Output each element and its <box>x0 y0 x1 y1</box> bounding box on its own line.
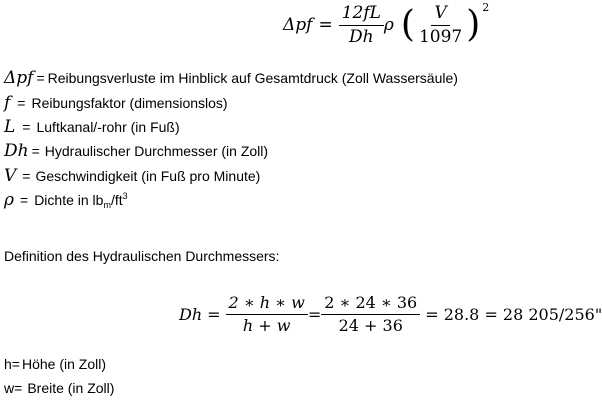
density-text-prefix: Dichte in lb <box>34 191 104 208</box>
definition-row <box>4 66 458 90</box>
formula-numerator: 12fL <box>339 4 384 26</box>
variable-text: Höhe (in Zoll) <box>21 356 107 372</box>
definition-row <box>4 164 458 188</box>
definition-text: Geschwindigkeit (in Fuß pro Minute) <box>35 167 261 184</box>
density-definition-text <box>34 191 127 210</box>
variable-symbol: h <box>4 356 12 372</box>
definition-equals: = <box>20 192 29 209</box>
section-heading: Definition des Hydraulischen Durchmessers: <box>4 248 280 264</box>
density-text-mid: /ft <box>110 191 123 208</box>
formula-exponent: 2 <box>482 0 490 14</box>
variable-equals: = <box>14 380 23 396</box>
definition-text: Hydraulischer Durchmesser (in Zoll) <box>44 143 269 160</box>
definition-row <box>4 188 458 212</box>
definition-text: Reibungsfaktor (dimensionslos) <box>31 94 228 111</box>
formula-equals: = <box>318 15 333 35</box>
definition-symbol: V <box>4 165 17 186</box>
definition-symbol: Δpf <box>4 68 34 89</box>
formula2-symbolic-denominator: h + w <box>242 315 291 335</box>
definition-row <box>4 139 458 163</box>
pressure-loss-formula <box>283 2 489 48</box>
formula2-equals-2: = <box>307 304 322 324</box>
definition-equals: = <box>17 94 26 111</box>
density-superscript: 3 <box>122 190 128 201</box>
definition-text: Luftkanal/-rohr (in Fuß) <box>36 118 180 135</box>
definition-row <box>4 90 458 114</box>
definition-text: Reibungsverluste im Hinblick auf Gesamtdruck (Zoll Wassersäule) <box>47 70 458 87</box>
formula-lhs: Δpf <box>283 15 313 35</box>
definition-row <box>4 115 458 139</box>
hydraulic-diameter-formula <box>179 290 602 338</box>
formula2-result: = 28.8 = 28 205/256" <box>425 304 602 324</box>
variable-symbol: w <box>4 380 15 396</box>
formula-denominator: Dh <box>349 26 374 47</box>
formula2-symbolic-numerator: 2 ∗ h ∗ w <box>226 294 308 315</box>
variable-row <box>4 376 114 400</box>
formula2-equals: = <box>207 304 221 324</box>
velocity-numerator: V <box>431 4 449 26</box>
formula-main-fraction <box>339 4 384 46</box>
density-subscript: m <box>103 199 111 210</box>
velocity-denominator: 1097 <box>418 26 463 47</box>
open-paren: ( <box>400 4 415 45</box>
velocity-fraction <box>416 4 465 46</box>
formula2-numeric-fraction <box>321 294 420 334</box>
formula-rho: ρ <box>383 15 394 35</box>
formula2-lhs: Dh <box>179 304 203 324</box>
formula2-numeric-denominator: 24 + 36 <box>338 315 403 335</box>
formula2-symbolic-fraction <box>226 294 308 334</box>
definition-symbol: ρ <box>4 190 14 211</box>
definition-symbol: f <box>4 92 11 113</box>
definition-symbol: L <box>4 116 16 137</box>
definitions-list <box>4 66 458 212</box>
variable-text: Breite (in Zoll) <box>27 380 115 396</box>
close-paren: ) <box>466 4 481 45</box>
formula2-numeric-numerator: 2 ∗ 24 ∗ 36 <box>321 294 420 315</box>
definition-equals: = <box>31 143 40 160</box>
variables-list <box>4 352 114 400</box>
definition-equals: = <box>22 118 31 135</box>
variable-equals: = <box>11 356 20 372</box>
definition-equals: = <box>36 70 45 87</box>
definition-equals: = <box>22 167 31 184</box>
definition-symbol: Dh <box>4 141 29 162</box>
variable-row <box>4 352 114 376</box>
